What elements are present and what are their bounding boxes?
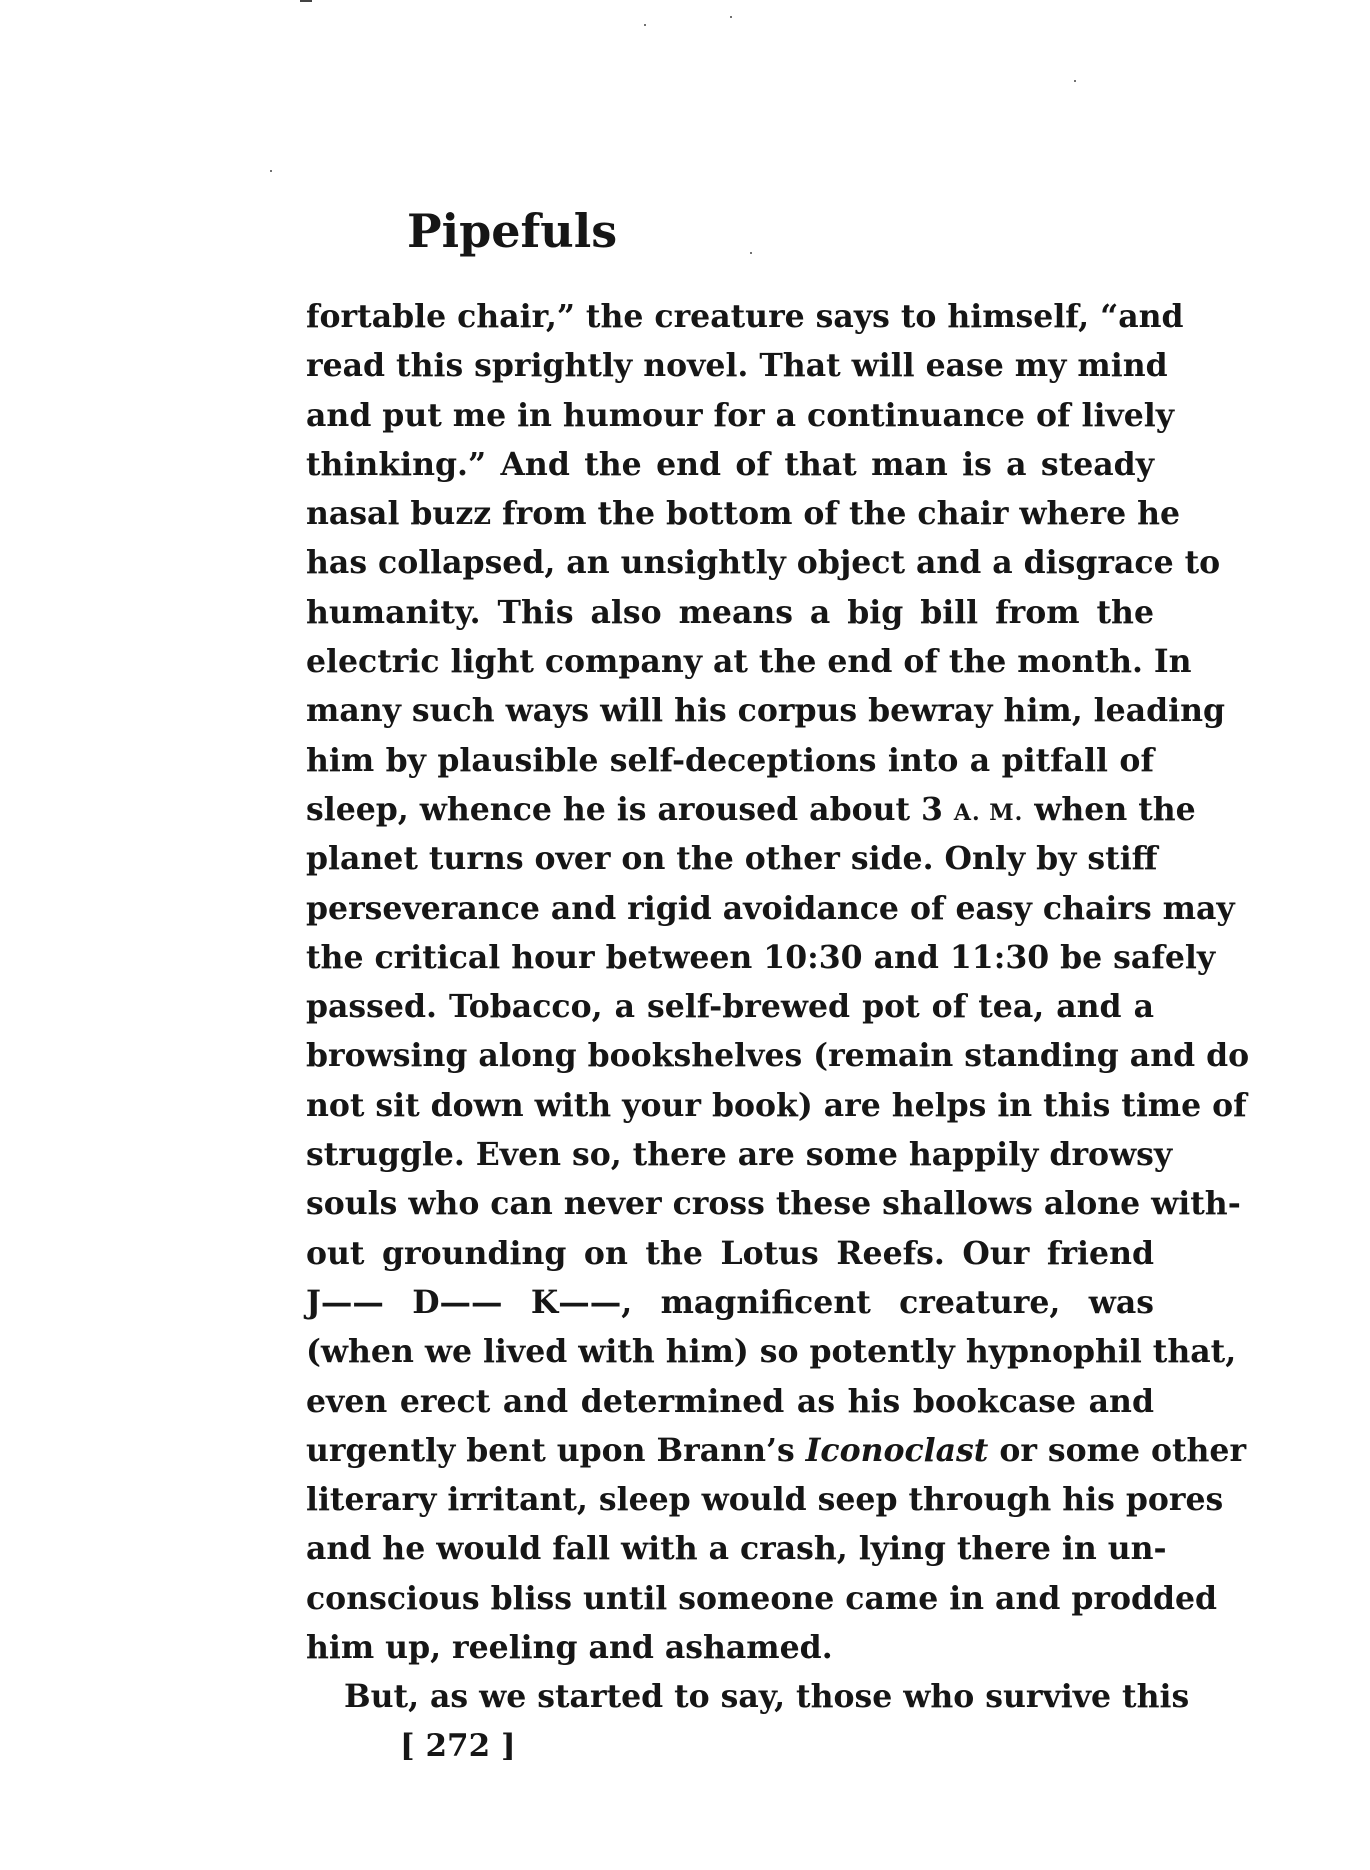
text-line: even erect and determined as his bookcase and <box>306 1382 1154 1420</box>
text-line: struggle. Even so, there are some happily drowsy <box>306 1136 1173 1174</box>
text-segment: or some other <box>999 1431 1247 1469</box>
text-line: him up, reeling and ashamed. <box>306 1629 833 1667</box>
text-segment: urgently bent upon Brann’s <box>306 1431 795 1469</box>
small-caps-abbreviation: A. M. <box>953 799 1024 826</box>
text-line: out grounding on the Lotus Reefs. Our friend <box>306 1234 1154 1272</box>
text-line: (when we lived with him) so potently hypnophil that, <box>306 1333 1237 1371</box>
text-line: But, as we started to say, those who survive this <box>344 1678 1190 1716</box>
text-line: humanity. This also means a big bill from the <box>306 593 1154 631</box>
page-number: [ 272 ] <box>400 1728 516 1764</box>
text-segment: sleep, whence he is aroused about 3 <box>306 790 943 828</box>
text-line <box>306 785 1196 834</box>
scan-speck <box>750 252 752 254</box>
text-line: literary irritant, sleep would seep through his pores <box>306 1481 1224 1519</box>
scan-speck <box>644 24 646 26</box>
text-line: and put me in humour for a continuance of lively <box>306 396 1175 434</box>
text-line: J—— D—— K——, magnificent creature, was <box>306 1283 1154 1321</box>
scan-speck <box>300 0 312 2</box>
text-line: thinking.” And the end of that man is a steady <box>306 445 1154 483</box>
running-head: Pipefuls <box>407 204 618 258</box>
text-line: the critical hour between 10:30 and 11:30 be safely <box>306 938 1216 976</box>
text-line: souls who can never cross these shallows alone with- <box>306 1185 1241 1223</box>
body-text <box>306 292 1250 1722</box>
text-segment: when the <box>1034 790 1196 828</box>
text-line: him by plausible self-deceptions into a pitfall of <box>306 741 1154 779</box>
scan-speck <box>1074 80 1076 82</box>
text-line: has collapsed, an unsightly object and a disgrace to <box>306 544 1221 582</box>
text-line: planet turns over on the other side. Only by stiff <box>306 840 1158 878</box>
text-line: browsing along bookshelves (remain standing and do <box>306 1037 1250 1075</box>
text-line: conscious bliss until someone came in and prodded <box>306 1579 1218 1617</box>
text-line <box>306 1426 1247 1475</box>
scan-speck <box>270 170 272 172</box>
text-line: electric light company at the end of the month. In <box>306 643 1192 681</box>
text-line: passed. Tobacco, a self-brewed pot of tea, and a <box>306 988 1154 1026</box>
scan-speck <box>730 16 732 18</box>
text-line: perseverance and rigid avoidance of easy chairs may <box>306 889 1235 927</box>
text-line: not sit down with your book) are helps in this time of <box>306 1086 1247 1124</box>
text-line: fortable chair,” the creature says to himself, “and <box>306 298 1184 335</box>
text-line: nasal buzz from the bottom of the chair where he <box>306 495 1181 533</box>
italic-title: Iconoclast <box>805 1431 989 1469</box>
text-line: and he would fall with a crash, lying there in un- <box>306 1530 1167 1568</box>
text-line: many such ways will his corpus bewray him, leading <box>306 692 1226 730</box>
text-line: read this sprightly novel. That will ease my mind <box>306 347 1168 385</box>
